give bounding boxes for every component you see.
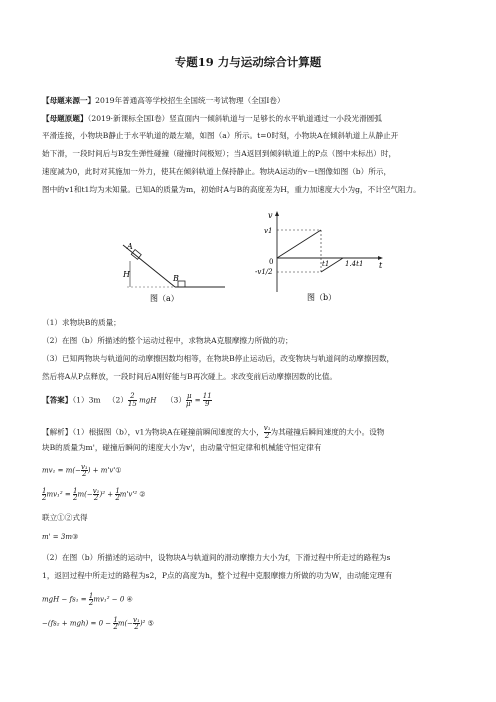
label-a: A bbox=[127, 242, 133, 251]
answer-label: 【答案】 bbox=[42, 395, 73, 405]
figure-a bbox=[105, 205, 245, 305]
answer-3-ratio: $\frac{\mu}{\mu'}$ bbox=[185, 392, 193, 408]
analysis-line-2: 块B的质量为m'，碰撞后瞬间的速度大小为v'，由动量守恒定律和机械能守恒定律有 bbox=[42, 443, 322, 452]
equation-4: mgH − fs₁ = $\frac{1}{2}$ mv₁² − 0 ④ bbox=[42, 592, 133, 607]
label-v: v bbox=[268, 211, 273, 220]
label-origin: 0 bbox=[269, 258, 274, 266]
figure-b bbox=[255, 208, 400, 308]
part2-line-2: 1，返回过程中所走过的路程为s2，P点的高度为h，整个过程中克服摩擦力所做的功为W，由动能定理有 bbox=[42, 571, 393, 580]
combine-text: 联立①②式得 bbox=[42, 513, 88, 522]
problem-line-3: 始下滑，一段时间后与B发生弹性碰撞（碰撞时间极短）；当A返回到倾斜轨道上的P点（图中未标出）时， bbox=[42, 149, 397, 158]
caption-a: 图（a） bbox=[150, 294, 179, 303]
vt-line-down bbox=[277, 230, 321, 258]
label-t1: t1 bbox=[322, 260, 330, 268]
source-label: 【母题来源一】 bbox=[42, 96, 96, 105]
block-a bbox=[131, 250, 141, 260]
question-2: （2）在图（b）所描述的整个运动过程中，求物块A克服摩擦力所做的功； bbox=[42, 336, 293, 345]
answer-2-formula: $\frac{2}{15}$ bbox=[127, 392, 137, 408]
question-3-line-2: 然后将A从P点释放，一段时间后A刚好能与B再次碰上。求改变前后动摩擦因数的比值。 bbox=[42, 372, 338, 381]
equation-5: −(fs₂ + mgh) = 0 − $\frac{1}{2}$ m(− $\frac{\text{v₁}}{2}$ )² ⑤ bbox=[42, 616, 154, 631]
source-text: 2019年普通高等学校招生全国统一考试物理（全国Ⅰ卷） bbox=[95, 96, 285, 105]
equation-3: m' = 3m③ bbox=[42, 533, 79, 541]
block-b bbox=[178, 281, 185, 287]
answer-2: （2） bbox=[107, 395, 128, 405]
problem-line-4: 速度减为0，此时对其施加一外力，使其在倾斜轨道上保持静止。物块A运动的v－t图像如图（b）所示， bbox=[42, 167, 392, 176]
caption-b: 图（b） bbox=[307, 293, 337, 302]
equation-1: mv₁ = m(− $\frac{\text{v₁}}{2}$ ) + m'v'① bbox=[42, 463, 122, 478]
analysis-line-1: 【解析】（1）根据图（b），v1为物块A在碰撞前瞬间速度的大小， $\frac{\text{v₁}}{2}$ 为其碰撞后瞬间速度的大小。设物 bbox=[42, 424, 385, 440]
label-v1: v1 bbox=[264, 227, 273, 235]
question-3-line-1: （3）已知两物块与轨道间的动摩擦因数均相等，在物块B停止运动后，改变物块与轨道间的动摩擦因数， bbox=[42, 354, 395, 363]
label-1-4t1: 1.4t1 bbox=[345, 260, 364, 268]
equation-2: $\frac{1}{2}$ mv₁² = $\frac{1}{2}$ m(− $\frac{\text{v₁}}{2}$ )² + $\frac{1}{2}$ m'v'² ② bbox=[42, 487, 146, 502]
problem-line-1: 【母题原题】（2019·新课标全国Ⅰ卷）竖直面内一倾斜轨道与一足够长的水平轨道通过一小段光滑圆弧 bbox=[42, 114, 382, 123]
source-line bbox=[42, 96, 285, 106]
page-title: 专题19 力与运动综合计算题 bbox=[174, 55, 322, 69]
answer-3-value: $\frac{11}{9}$ bbox=[202, 392, 212, 408]
original-label: 【母题原题】 bbox=[42, 114, 88, 123]
answer-3: （3） bbox=[165, 395, 186, 405]
incline-track bbox=[123, 245, 175, 287]
label-t: t bbox=[379, 261, 383, 270]
question-1: （1）求物块B的质量； bbox=[42, 318, 121, 327]
answer-1: （1）3m bbox=[72, 395, 101, 405]
label-neg-v1-half: -v1/2 bbox=[255, 268, 273, 276]
answer-line: 【答案】（1）3m （2） $\frac{2}{15}$ mgH （3） $\frac{\mu}{\mu'}$ = $\frac{11}{9}$ bbox=[42, 392, 212, 408]
problem-line-2: 平滑连接，小物块B静止于水平轨道的最左端，如图（a）所示。t=0时刻，小物块A在倾斜轨道上从静止开 bbox=[42, 131, 399, 140]
problem-line-5: 图中的v1和t1均为未知量。已知A的质量为m，初始时A与B的高度差为H，重力加速度大小为g，不计空气阻力。 bbox=[42, 185, 421, 194]
label-h: H bbox=[123, 270, 130, 279]
label-b: B bbox=[173, 274, 179, 283]
part2-line-1: （2）在图（b）所描述的运动中，设物块A与轨道间的滑动摩擦力大小为f，下滑过程中所走过的路程为s bbox=[42, 553, 391, 562]
